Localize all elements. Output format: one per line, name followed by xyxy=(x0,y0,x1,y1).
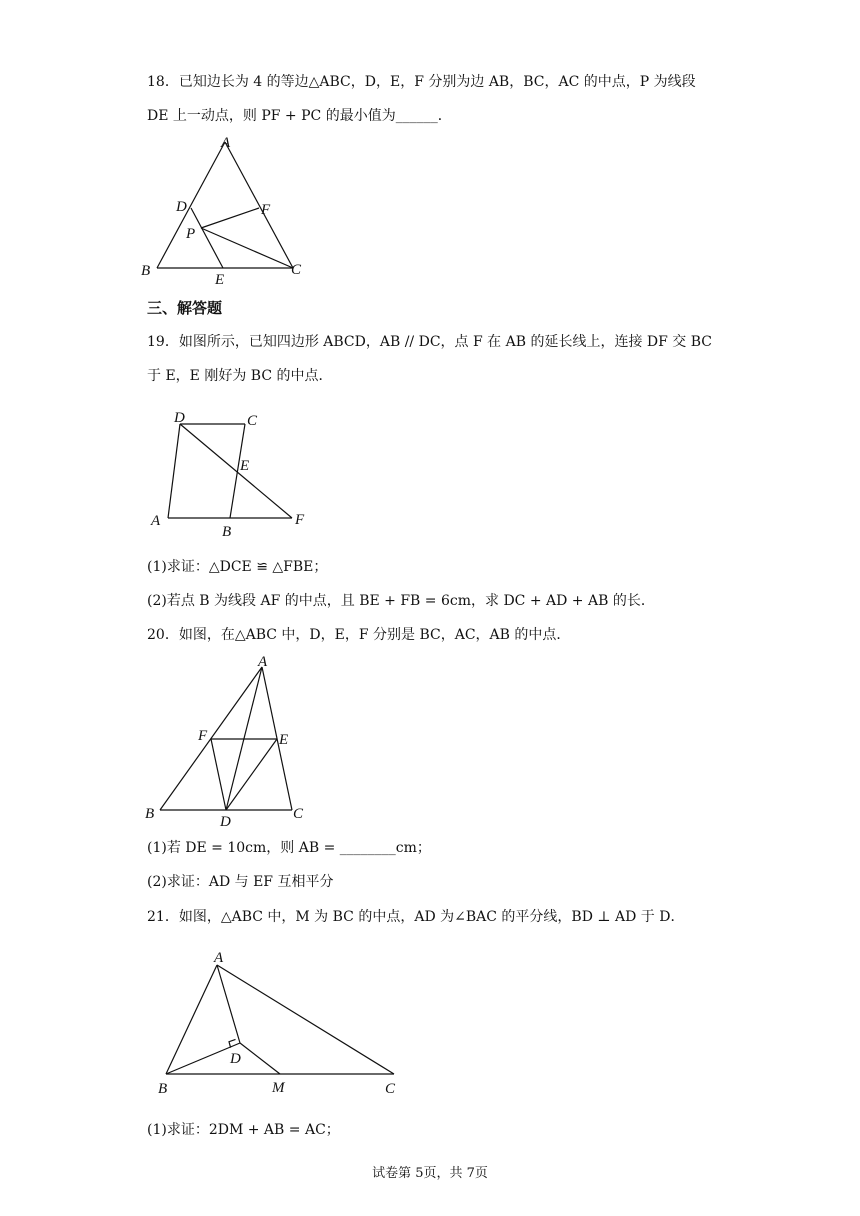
q20-label-c: C xyxy=(293,806,304,822)
q21-label-m: M xyxy=(272,1080,285,1096)
q20-text-line1: 20．如图，在△ABC 中，D，E，F 分别是 BC，AC，AB 的中点． xyxy=(147,627,571,643)
q20-part1: (1)若 DE = 10cm，则 AB = ________cm； xyxy=(147,840,431,856)
q20-label-a: A xyxy=(258,654,268,670)
q21-label-b: B xyxy=(158,1081,168,1097)
q19-label-c: C xyxy=(247,413,258,429)
q18-label-c: C xyxy=(291,262,302,278)
q20-label-f: F xyxy=(198,728,208,744)
q21-label-d: D xyxy=(230,1051,241,1067)
q19-label-f: F xyxy=(295,512,305,528)
q21-figure xyxy=(150,940,410,1100)
q18-label-e: E xyxy=(215,272,225,288)
q19-label-d: D xyxy=(174,410,185,426)
q19-figure xyxy=(140,400,320,545)
q18-text-line2: DE 上一动点，则 PF + PC 的最小值为______． xyxy=(147,108,452,124)
q18-figure xyxy=(135,132,315,292)
q21-label-c: C xyxy=(385,1081,396,1097)
q18-label-b: B xyxy=(141,263,151,279)
q19-part2: (2)若点 B 为线段 AF 的中点，且 BE + FB = 6cm，求 DC + AD + AB 的长． xyxy=(147,593,655,609)
section-heading: 三、解答题 xyxy=(147,299,223,317)
q19-label-e: E xyxy=(240,458,250,474)
q18-text-line1: 18．已知边长为 4 的等边△ABC，D，E，F 分别为边 AB，BC，AC 的中点，P 为线段 xyxy=(147,74,696,90)
q18-label-p: P xyxy=(186,226,196,242)
q18-label-f: F xyxy=(261,202,271,218)
q21-part1: (1)求证：2DM + AB = AC； xyxy=(147,1122,340,1138)
q21-label-a: A xyxy=(214,950,224,966)
q20-part2: (2)求证：AD 与 EF 互相平分 xyxy=(147,874,334,890)
q19-text-line2: 于 E，E 刚好为 BC 的中点． xyxy=(147,368,333,384)
q19-text-line1: 19．如图所示，已知四边形 ABCD，AB // DC，点 F 在 AB 的延长线上，连接 DF 交 BC xyxy=(147,334,712,350)
q18-label-d: D xyxy=(176,199,187,215)
q19-label-a: A xyxy=(151,513,161,529)
q19-part1: (1)求证：△DCE ≌ △FBE； xyxy=(147,559,328,575)
q18-label-a: A xyxy=(221,135,231,151)
q20-label-e: E xyxy=(279,732,289,748)
q19-label-b: B xyxy=(222,524,232,540)
q21-text-line1: 21．如图，△ABC 中，M 为 BC 的中点，AD 为∠BAC 的平分线，BD ⊥ AD 于 D． xyxy=(147,909,685,925)
q20-label-d: D xyxy=(220,814,231,830)
page-footer: 试卷第 5页，共 7页 xyxy=(372,1166,488,1181)
q20-label-b: B xyxy=(145,806,155,822)
q20-figure xyxy=(140,652,320,830)
